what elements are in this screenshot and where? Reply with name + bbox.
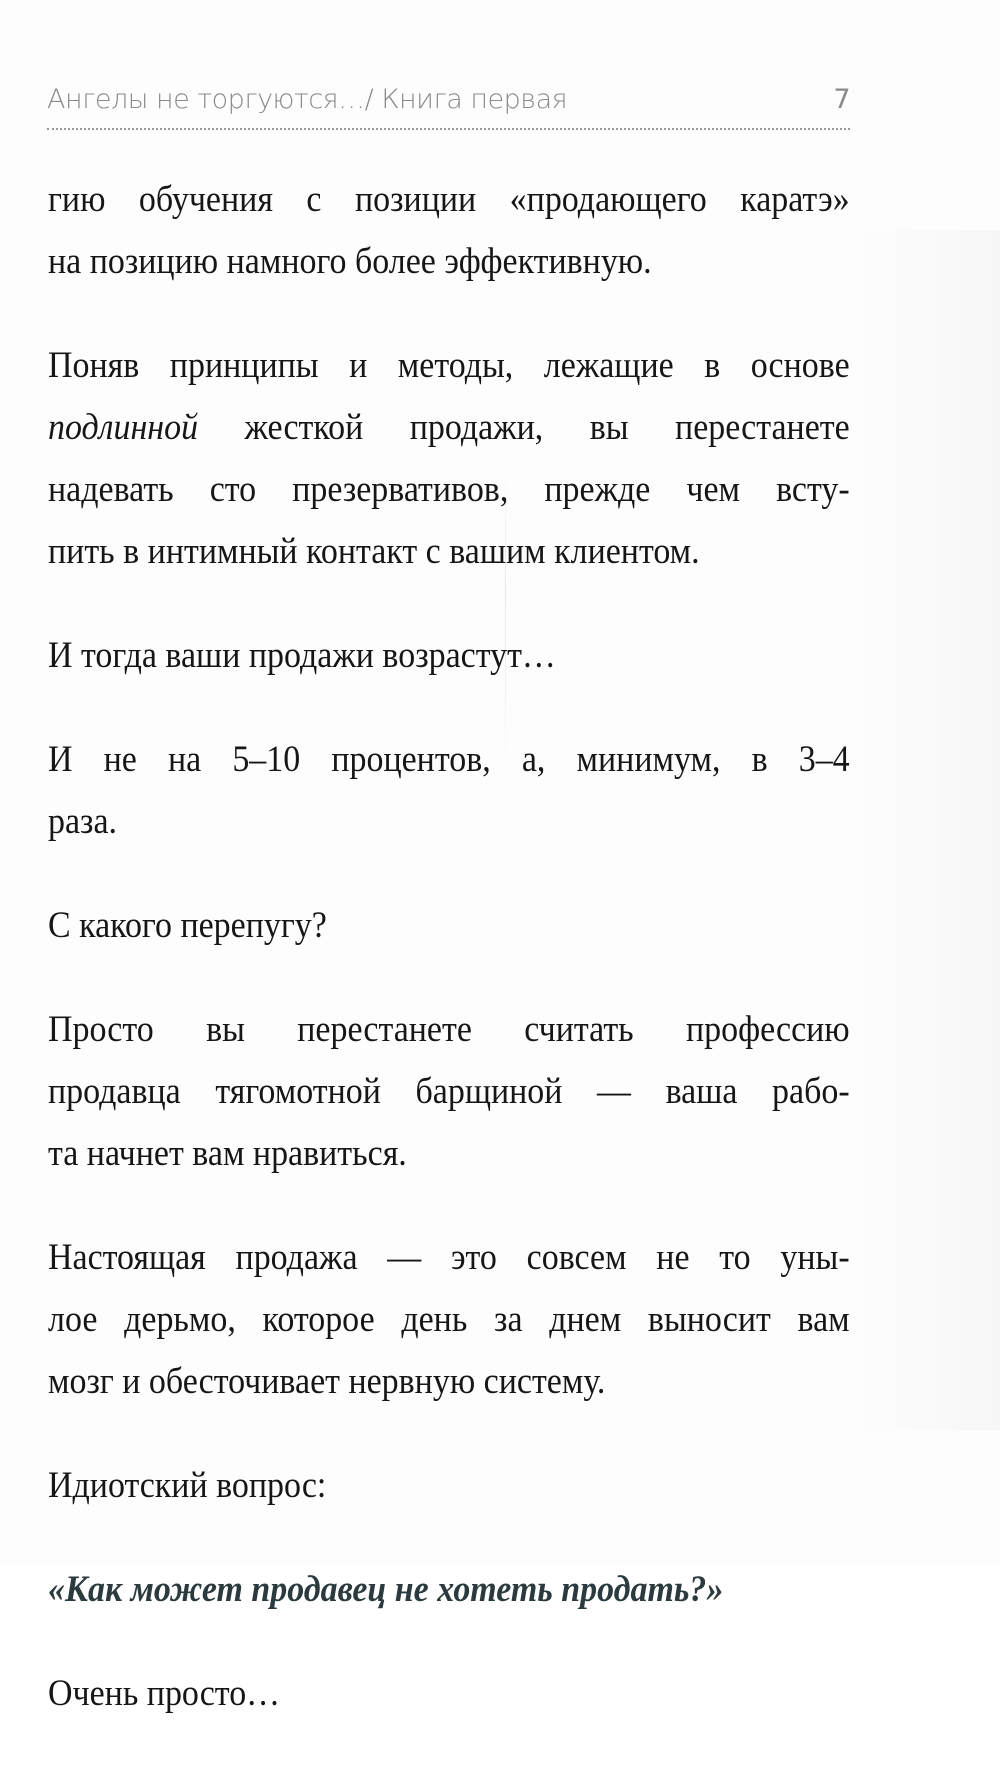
paragraph-quote [48,1558,850,1620]
text-fragment: жесткой продажи, вы перестанете [198,406,850,447]
text-line [48,396,850,458]
paragraph-6 [48,998,850,1184]
text-line: на позицию намного более эффективную. [48,240,652,281]
text-line: надевать сто презервативов, прежде чем всту- [48,468,850,509]
paragraph-10 [48,1662,850,1724]
text-line: продавца тягомотной барщиной — ваша рабо- [48,1070,850,1111]
running-header [47,82,850,122]
running-title: Ангелы не торгуются…/ Книга первая [47,84,568,115]
text-line: пить в интимный контакт с вашим клиентом. [48,530,700,571]
header-rule [47,128,850,130]
paragraph-4 [48,728,850,852]
paragraph-7 [48,1226,850,1412]
page-number: 7 [833,84,850,115]
text-line: И тогда ваши продажи возрастут… [48,634,556,675]
highlighted-quote: «Как может продавец не хотеть продать?» [48,1568,724,1609]
text-line: гию обучения с позиции «продающего каратэ» [48,178,850,219]
paragraph-3 [48,624,850,686]
text-line: та начнет вам нравиться. [48,1132,407,1173]
text-line: лое дерьмо, которое день за днем выносит вам [48,1298,850,1339]
paragraph-2 [48,334,850,582]
text-line: Очень просто… [48,1672,281,1713]
text-line: С какого перепугу? [48,904,327,945]
show-through-shadow [855,230,1000,1430]
text-line: И не на 5–10 процентов, а, минимум, в 3–4 [48,738,850,779]
emphasis-word: подлинной [48,406,199,447]
text-line: Идиотский вопрос: [48,1464,327,1505]
text-line: Поняв принципы и методы, лежащие в основе [48,344,850,385]
paragraph-1 [48,168,850,292]
text-line: мозг и обесточивает нервную систему. [48,1360,606,1401]
text-line: Просто вы перестанете считать профессию [48,1008,850,1049]
text-line: раза. [48,800,118,841]
paragraph-8 [48,1454,850,1516]
text-line: Настоящая продажа — это совсем не то уны- [48,1236,850,1277]
body-text [48,168,850,1766]
paragraph-5 [48,894,850,956]
